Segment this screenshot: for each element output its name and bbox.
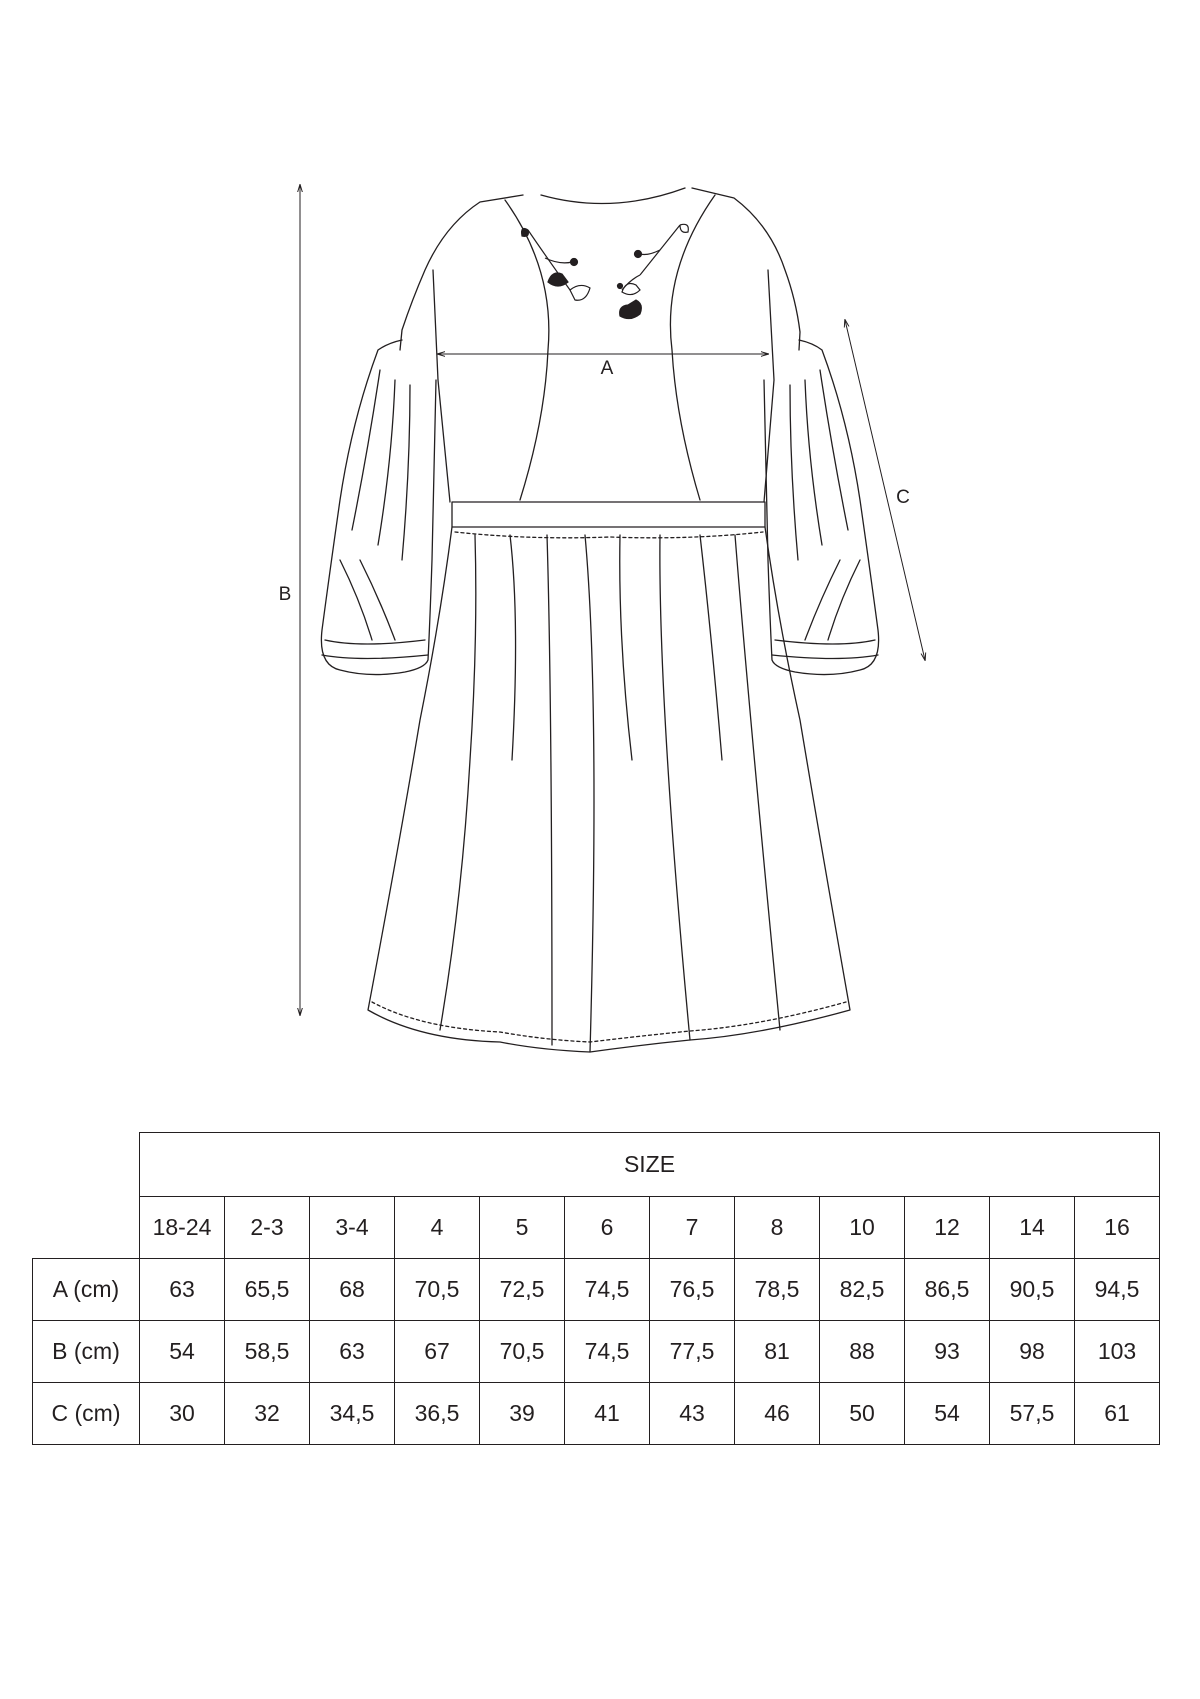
size-header-cell: 18-24 [140,1197,225,1259]
row-label: B (cm) [33,1321,140,1383]
left-sleeve [321,340,436,675]
size-title: SIZE [140,1133,1160,1197]
table-cell: 57,5 [990,1383,1075,1445]
table-cell: 70,5 [480,1321,565,1383]
size-header-cell: 7 [650,1197,735,1259]
table-cell: 98 [990,1321,1075,1383]
table-cell: 82,5 [820,1259,905,1321]
table-cell: 68 [310,1259,395,1321]
table-corner-cell [33,1133,140,1259]
size-table-body [33,1259,1160,1445]
yoke-left [505,200,549,500]
dimension-b-label: B [278,584,292,605]
table-cell: 54 [905,1383,990,1445]
table-cell: 93 [905,1321,990,1383]
dimension-a-label: A [600,358,614,379]
table-cell: 72,5 [480,1259,565,1321]
size-title-row [33,1133,1160,1197]
table-cell: 77,5 [650,1321,735,1383]
size-header-cell: 8 [735,1197,820,1259]
table-cell: 61 [1075,1383,1160,1445]
table-cell: 30 [140,1383,225,1445]
left-sleeve-cuff [322,640,428,659]
table-cell: 70,5 [395,1259,480,1321]
table-cell: 36,5 [395,1383,480,1445]
size-header-cell: 14 [990,1197,1075,1259]
yoke-right [670,195,715,500]
right-sleeve-cuff [772,640,878,659]
table-row [33,1321,1160,1383]
size-header-cell: 2-3 [225,1197,310,1259]
skirt-gathers [440,535,780,1052]
waist-stitch [455,532,763,538]
size-header-cell: 5 [480,1197,565,1259]
table-cell: 50 [820,1383,905,1445]
table-cell: 63 [140,1259,225,1321]
table-cell: 32 [225,1383,310,1445]
right-sleeve-gathers [790,370,860,640]
size-header-cell: 3-4 [310,1197,395,1259]
table-cell: 78,5 [735,1259,820,1321]
table-row [33,1383,1160,1445]
table-cell: 67 [395,1321,480,1383]
bodice-outline [400,188,800,350]
size-header-cell: 10 [820,1197,905,1259]
left-sleeve-gathers [340,370,410,640]
table-cell: 65,5 [225,1259,310,1321]
table-cell: 81 [735,1321,820,1383]
table-cell: 34,5 [310,1383,395,1445]
row-label: C (cm) [33,1383,140,1445]
table-cell: 43 [650,1383,735,1445]
table-cell: 88 [820,1321,905,1383]
size-header-row [33,1197,1160,1259]
size-header-cell: 4 [395,1197,480,1259]
size-header-cell: 12 [905,1197,990,1259]
table-cell: 46 [735,1383,820,1445]
waistband [452,502,765,527]
size-header-cell: 16 [1075,1197,1160,1259]
dimension-c-line [845,320,925,660]
table-cell: 74,5 [565,1321,650,1383]
table-cell: 90,5 [990,1259,1075,1321]
row-label: A (cm) [33,1259,140,1321]
dimension-c-label: C [896,487,910,508]
table-cell: 74,5 [565,1259,650,1321]
table-cell: 76,5 [650,1259,735,1321]
table-cell: 86,5 [905,1259,990,1321]
table-cell: 54 [140,1321,225,1383]
table-cell: 94,5 [1075,1259,1160,1321]
skirt-outline [368,527,850,1052]
table-cell: 103 [1075,1321,1160,1383]
size-header-cell: 6 [565,1197,650,1259]
table-cell: 39 [480,1383,565,1445]
table-cell: 41 [565,1383,650,1445]
table-cell: 63 [310,1321,395,1383]
table-row [33,1259,1160,1321]
table-cell: 58,5 [225,1321,310,1383]
neckline [541,188,685,204]
size-chart-table [32,1132,1160,1445]
bodice-sides [433,270,774,502]
